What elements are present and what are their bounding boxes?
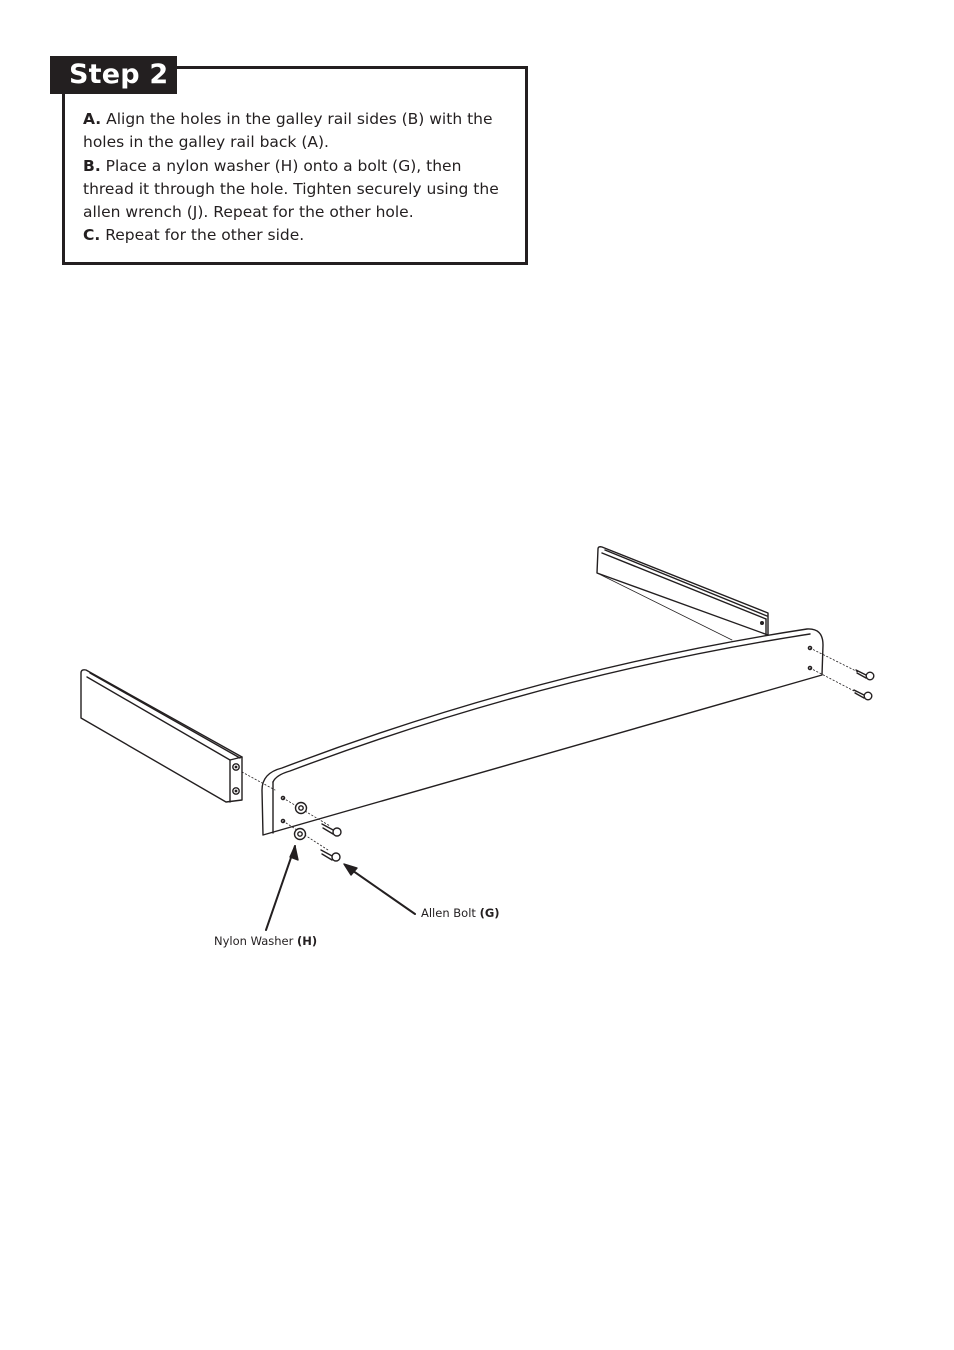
step-title: Step 2 bbox=[50, 56, 177, 94]
bolt-group-left bbox=[321, 824, 341, 861]
bolt-label bbox=[421, 906, 500, 920]
bolt-pointer-arrow bbox=[344, 864, 415, 914]
washer-pointer-arrow bbox=[266, 846, 298, 930]
bolt-label-name: Allen Bolt bbox=[421, 906, 480, 920]
instruction-a-letter: A. bbox=[83, 110, 102, 128]
instruction-a-text: Align the holes in the galley rail sides (B) with the holes in the galley rail back (A). bbox=[83, 110, 493, 152]
rail-back bbox=[262, 629, 823, 835]
rail-side-front bbox=[81, 670, 242, 802]
washer-label-name: Nylon Washer bbox=[214, 934, 298, 948]
instruction-c-text: Repeat for the other side. bbox=[100, 226, 305, 245]
instruction-c-letter: C. bbox=[83, 226, 101, 245]
rail-side-back bbox=[597, 547, 768, 636]
instruction-b-letter: B. bbox=[83, 156, 101, 175]
instruction-b-text: Place a nylon washer (H) onto a bolt (G), then thread it through the hole. Tighten securely using the allen wrench (J). Repeat for the other hole. bbox=[83, 156, 499, 222]
bolt-group-right bbox=[854, 670, 874, 700]
bolt-label-code: (G) bbox=[479, 906, 500, 920]
washer-label bbox=[214, 934, 317, 948]
washer-label-code: (H) bbox=[297, 934, 318, 948]
